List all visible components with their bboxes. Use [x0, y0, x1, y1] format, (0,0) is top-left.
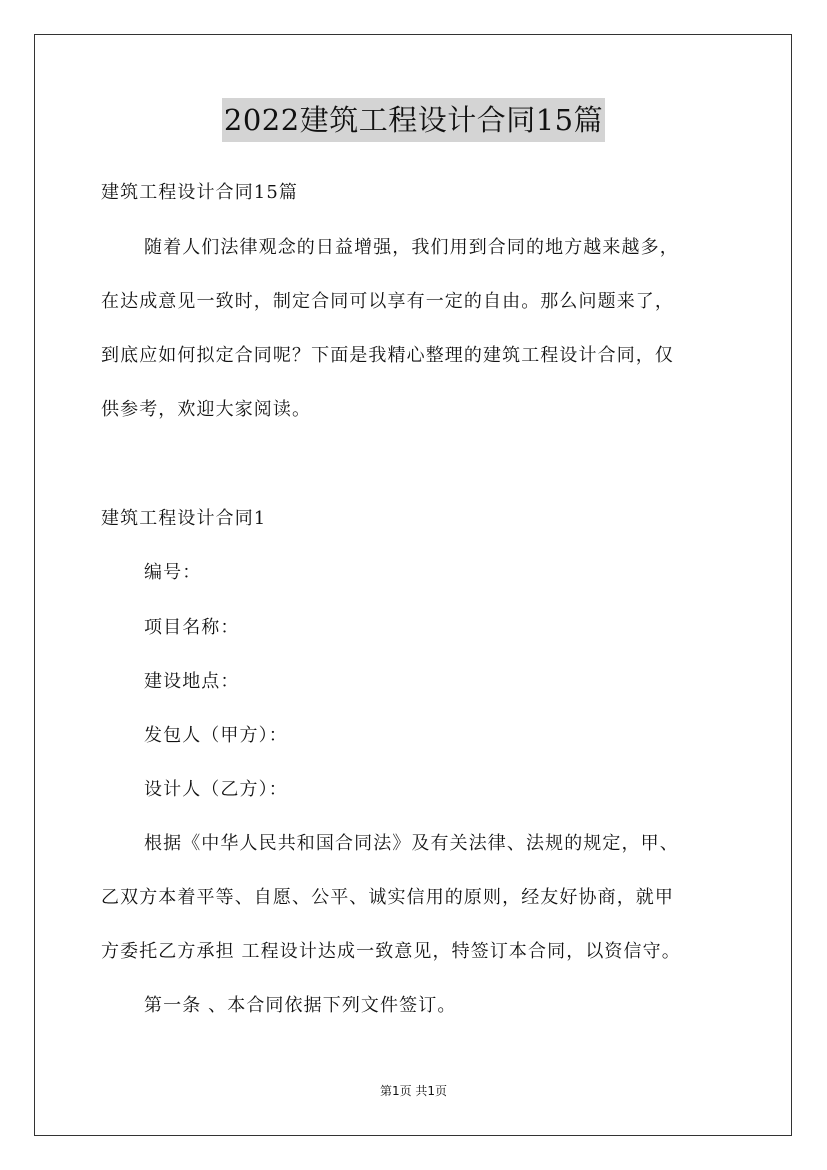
field-party-a: 发包人（甲方）： — [144, 725, 288, 746]
field-project-name: 项目名称： — [144, 617, 240, 638]
field-construction-site: 建设地点： — [144, 671, 240, 692]
section-heading: 建筑工程设计合同1 — [101, 508, 267, 529]
field-party-b: 设计人（乙方）： — [144, 779, 288, 800]
body-line: 根据《中华人民共和国合同法》及有关法律、法规的规定，甲、 — [144, 833, 679, 854]
field-contract-number: 编号： — [144, 562, 202, 583]
body-line: 方委托乙方承担 工程设计达成一致意见，特签订本合同，以资信守。 — [101, 941, 681, 962]
document-subtitle: 建筑工程设计合同15篇 — [101, 182, 299, 203]
document-title-text: 2022建筑工程设计合同15篇 — [222, 98, 605, 142]
article-one: 第一条 、本合同依据下列文件签订。 — [144, 995, 457, 1016]
document-title — [0, 98, 827, 142]
page-footer: 第1页 共1页 — [379, 1084, 448, 1098]
intro-line: 供参考，欢迎大家阅读。 — [101, 399, 312, 420]
intro-line: 随着人们法律观念的日益增强，我们用到合同的地方越来越多， — [144, 237, 679, 258]
intro-line: 在达成意见一致时，制定合同可以享有一定的自由。那么问题来了， — [101, 291, 674, 312]
intro-line: 到底应如何拟定合同呢？下面是我精心整理的建筑工程设计合同，仅 — [101, 345, 674, 366]
body-line: 乙双方本着平等、自愿、公平、诚实信用的原则，经友好协商，就甲 — [101, 887, 674, 908]
